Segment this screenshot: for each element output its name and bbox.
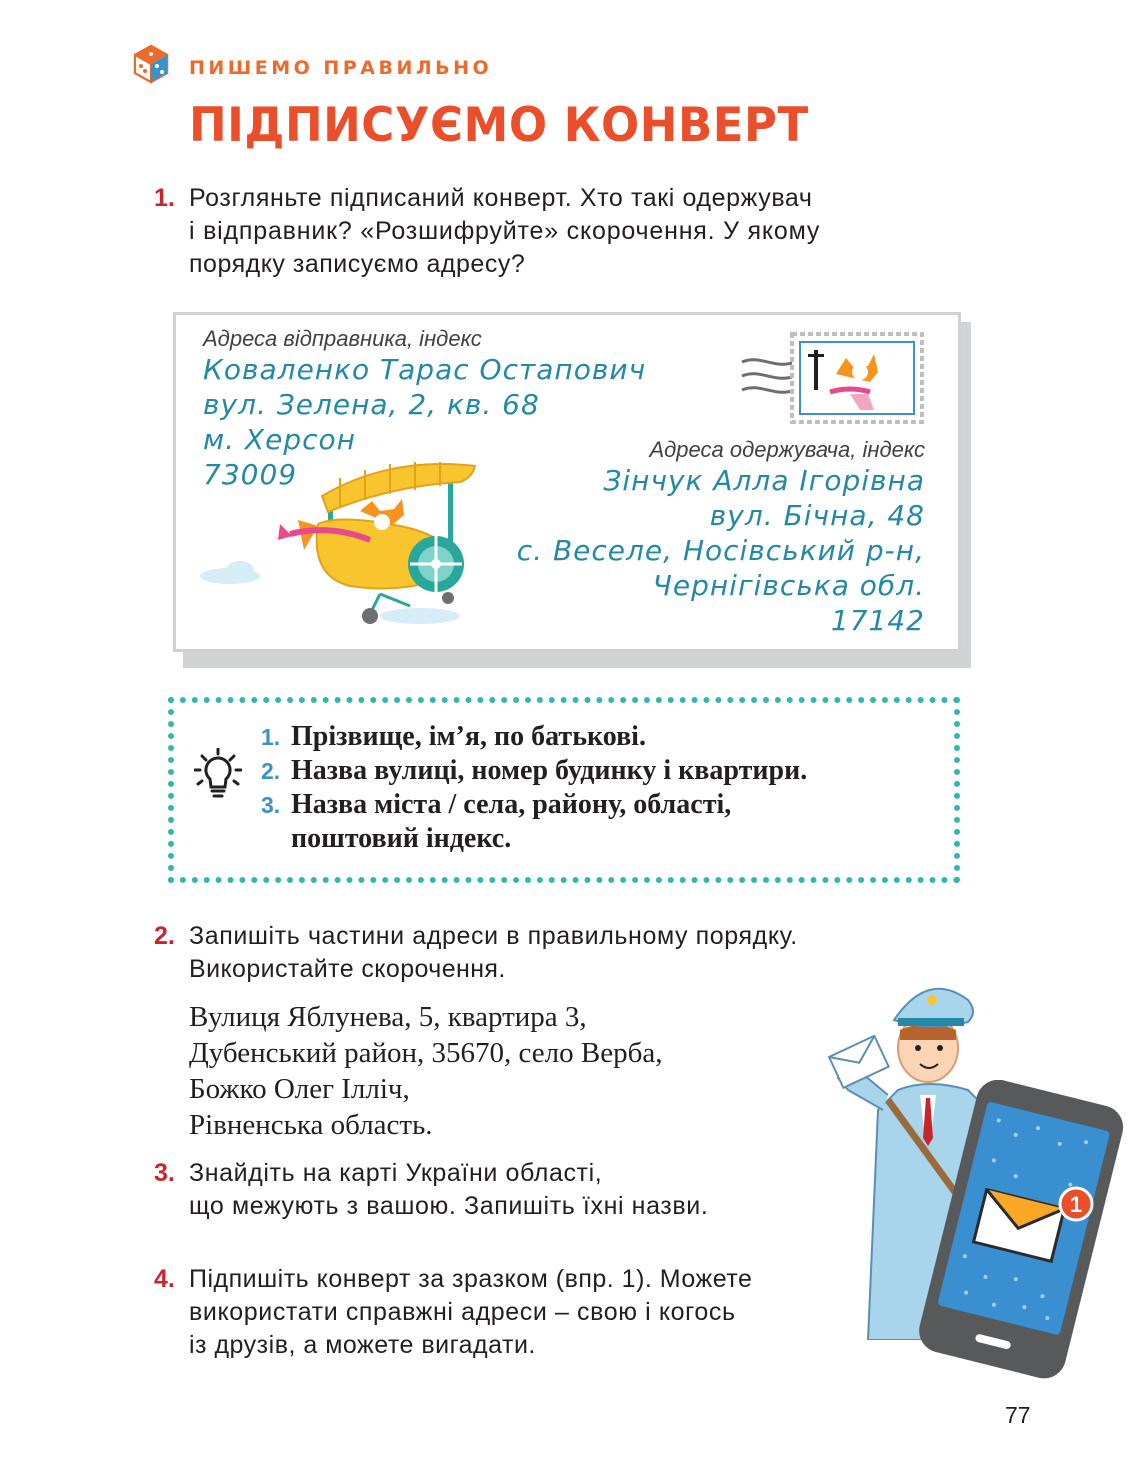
phone-envelope-icon bbox=[918, 1080, 1133, 1380]
task-line: порядку записуємо адресу? bbox=[189, 250, 526, 278]
task-1 bbox=[154, 182, 821, 281]
list-item bbox=[261, 754, 807, 788]
stamp-icon bbox=[740, 332, 926, 424]
task-line: Знайдіть на карті України області, bbox=[189, 1159, 603, 1187]
tip-number: 2. bbox=[261, 758, 281, 784]
tip-text: поштовий індекс. bbox=[291, 823, 512, 854]
task-2-address bbox=[189, 999, 662, 1143]
lightbulb-icon bbox=[194, 748, 242, 800]
recipient-line: Зінчук Алла Ігорівна bbox=[603, 464, 925, 497]
page-title: ПІДПИСУЄМО КОНВЕРТ bbox=[189, 96, 809, 153]
dice-icon bbox=[133, 44, 169, 84]
recipient-line: Чернігівська обл. bbox=[652, 569, 925, 602]
task-2 bbox=[154, 920, 798, 986]
task-number: 4. bbox=[154, 1265, 175, 1293]
task-line: Підпишіть конверт за зразком (впр. 1). Можете bbox=[189, 1265, 753, 1293]
tip-text: Назва вулиці, номер будинку і квартири. bbox=[291, 755, 808, 786]
sender-line: м. Херсон bbox=[203, 423, 356, 456]
tip-number: 3. bbox=[261, 792, 281, 818]
task-3 bbox=[154, 1157, 709, 1223]
address-line: Божко Олег Ілліч, bbox=[189, 1073, 410, 1105]
sender-line: вул. Зелена, 2, кв. 68 bbox=[203, 388, 540, 421]
task-4 bbox=[154, 1263, 753, 1362]
task-line: і відправник? «Розшифруйте» скорочення. У якому bbox=[189, 217, 821, 245]
page-number: 77 bbox=[1005, 1402, 1031, 1428]
recipient-line: 17142 bbox=[830, 604, 925, 637]
recipient-address bbox=[517, 437, 925, 638]
section-label: ПИШЕМО ПРАВИЛЬНО bbox=[189, 57, 493, 79]
sender-line: 73009 bbox=[203, 458, 298, 491]
tip-list bbox=[261, 720, 807, 855]
recipient-caption: Адреса одержувача, індекс bbox=[649, 437, 925, 462]
tip-text: Прізвище, ім’я, по батькові. bbox=[291, 721, 646, 752]
airplane-fox-icon bbox=[200, 456, 480, 626]
recipient-line: с. Веселе, Носівський р-н, bbox=[516, 534, 925, 567]
task-line: Запишіть частини адреси в правильному порядку. bbox=[189, 922, 798, 950]
address-line: Вулиця Яблунева, 5, квартира 3, bbox=[189, 1001, 587, 1033]
task-line: Розгляньте підписаний конверт. Хто такі одержувач bbox=[189, 184, 813, 212]
task-line: Використайте скорочення. bbox=[189, 955, 506, 983]
tip-number: 1. bbox=[261, 724, 281, 750]
sender-line: Коваленко Тарас Остапович bbox=[203, 353, 647, 386]
task-line: що межують з вашою. Запишіть їхні назви. bbox=[189, 1192, 709, 1220]
task-number: 3. bbox=[154, 1159, 175, 1187]
task-line: використати справжні адреси – свою і когось bbox=[189, 1298, 736, 1326]
task-line: із друзів, а можете вигадати. bbox=[189, 1331, 536, 1359]
list-item bbox=[261, 822, 807, 855]
sender-caption: Адреса відправника, індекс bbox=[203, 326, 482, 351]
list-item bbox=[261, 720, 807, 754]
task-number: 2. bbox=[154, 922, 175, 950]
address-line: Рівненська область. bbox=[189, 1109, 433, 1141]
recipient-line: вул. Бічна, 48 bbox=[709, 499, 925, 532]
tip-text: Назва міста / села, району, області, bbox=[291, 789, 732, 820]
address-line: Дубенський район, 35670, село Верба, bbox=[189, 1037, 663, 1069]
list-item bbox=[261, 788, 807, 822]
task-number: 1. bbox=[154, 184, 175, 212]
notification-badge: 1 bbox=[1069, 1192, 1083, 1217]
